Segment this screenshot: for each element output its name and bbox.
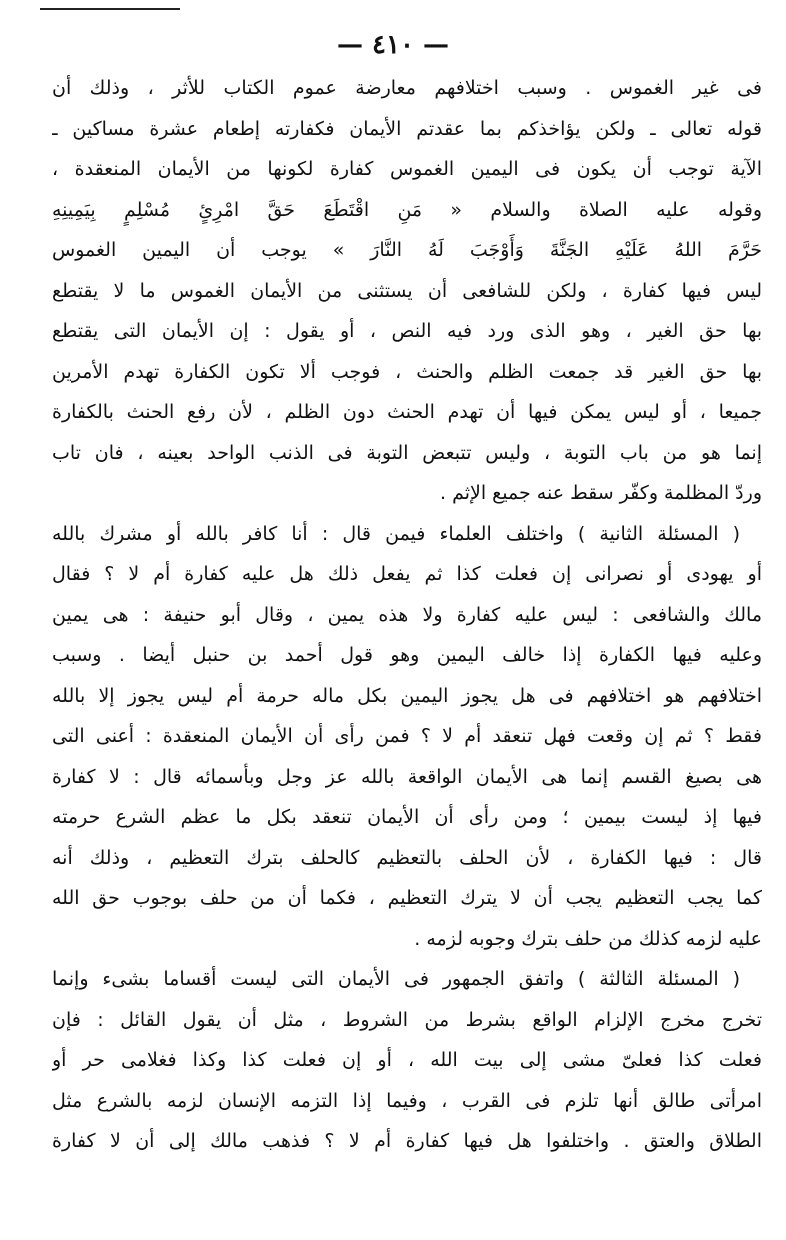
- text-line: أو يهودى أو نصرانى إن فعلت كذا ثم يفعل ذلك هل عليه كفارة أم لا ؟ فقال: [52, 563, 762, 585]
- text-line: فيها إذ ليست بيمين ؛ ومن رأى أن الأيمان تنعقد بكل ما عظم الشرع حرمته: [52, 806, 762, 828]
- text-line: تخرج مخرج الإلزام الواقع بشرط من الشروط ، مثل أن يقول القائل : فإن: [52, 1008, 762, 1031]
- paragraph-1: [52, 68, 762, 514]
- page-number: — ٤١٠ —: [336, 30, 450, 60]
- text-line: ( المسئلة الثانية ) واختلف العلماء فيمن قال : أنا كافر بالله أو مشرك بالله: [52, 522, 740, 545]
- text-line: قال : فيها الكفارة ، لأن الحلف بالتعظيم كالحلف بترك التعظيم ، وذلك أنه: [52, 846, 762, 869]
- text-line: بها حق الغير ، وهو الذى ورد فيه النص ، أو يقول : إن الأيمان التى يقتطع: [52, 320, 762, 342]
- text-line: ليس فيها كفارة ، ولكن للشافعى أن يستثنى من الأيمان الغموس ما لا يقتطع: [52, 279, 762, 302]
- text-line: وعليه فيها الكفارة إذا خالف اليمين وهو قول أحمد بن حنبل أيضا . وسبب: [52, 644, 762, 666]
- text-line: الآية توجب أن يكون فى اليمين الغموس كفارة لكونها من الأيمان المنعقدة ،: [52, 158, 762, 180]
- text-line: وقوله عليه الصلاة والسلام « مَنِ اقْتَطَعَ حَقَّ امْرِئٍ مُسْلِمٍ بِيَمِينِهِ: [52, 198, 762, 221]
- text-line: اختلافهم هو اختلافهم فى هل يجوز اليمين بكل ماله حرمة أم ليس يجوز إلا بالله: [52, 684, 762, 707]
- text-line: كما يجب التعظيم يجب أن لا يترك التعظيم ، فكما أن من حلف بوجوب حق الله: [52, 887, 762, 909]
- text-line: إنما هو من باب التوبة ، وليس تتبعض التوبة فى الذنب الواحد بعينه ، فان تاب: [52, 441, 762, 464]
- text-line: حَرَّمَ اللهُ عَلَيْهِ الجَنَّةَ وَأَوْجَبَ لَهُ النَّارَ » يوجب أن اليمين الغموس: [52, 239, 762, 261]
- text-line: فقط ؟ ثم إن وقعت فهل تنعقد أم لا ؟ فمن رأى أن الأيمان المنعقدة : أعنى التى: [52, 725, 762, 747]
- text-line: عليه لزمه كذلك من حلف بترك وجوبه لزمه .: [414, 927, 762, 950]
- text-line: فعلت كذا فعلىّ مشى إلى بيت الله ، أو إن فعلت كذا وكذا فغلامى حر أو: [52, 1049, 762, 1071]
- text-line: جميعا ، أو ليس يمكن فيها أن تهدم الحنث دون الظلم ، لأن رفع الحنث بالكفارة: [52, 401, 762, 423]
- text-line: مالك والشافعى : ليس عليه كفارة ولا هذه يمين ، وقال أبو حنيفة : هى يمين: [52, 603, 762, 626]
- text-line: هى بصيغ القسم إنما هى الأيمان الواقعة بالله عز وجل وبأسمائه قال : لا كفارة: [52, 765, 762, 788]
- body-text: [52, 68, 762, 1162]
- paragraph-3: [52, 959, 762, 1162]
- text-line: وردّ المظلمة وكفّر سقط عنه جميع الإثم .: [440, 482, 762, 504]
- top-rule-line: [40, 8, 180, 10]
- text-line: قوله تعالى ـ ولكن يؤاخذكم بما عقدتم الأيمان فكفارته إطعام عشرة مساكين ـ: [52, 117, 762, 140]
- text-line: امرأتى طالق أنها تلزم فى القرب ، وفيما إذا التزمه الإنسان لزمه بالشرع مثل: [52, 1089, 762, 1112]
- text-line: بها حق الغير قد جمعت الظلم والحنث ، فوجب ألا تكون الكفارة تهدم الأمرين: [52, 360, 762, 383]
- paragraph-2: [52, 514, 762, 960]
- text-line: ( المسئلة الثالثة ) واتفق الجمهور فى الأيمان التى ليست أقساما بشىء وإنما: [52, 968, 740, 990]
- text-line: فى غير الغموس . وسبب اختلافهم معارضة عموم الكتاب للأثر ، وذلك أن: [52, 77, 762, 99]
- text-line: الطلاق والعتق . واختلفوا هل فيها كفارة أم لا ؟ فذهب مالك إلى أن لا كفارة: [52, 1130, 762, 1152]
